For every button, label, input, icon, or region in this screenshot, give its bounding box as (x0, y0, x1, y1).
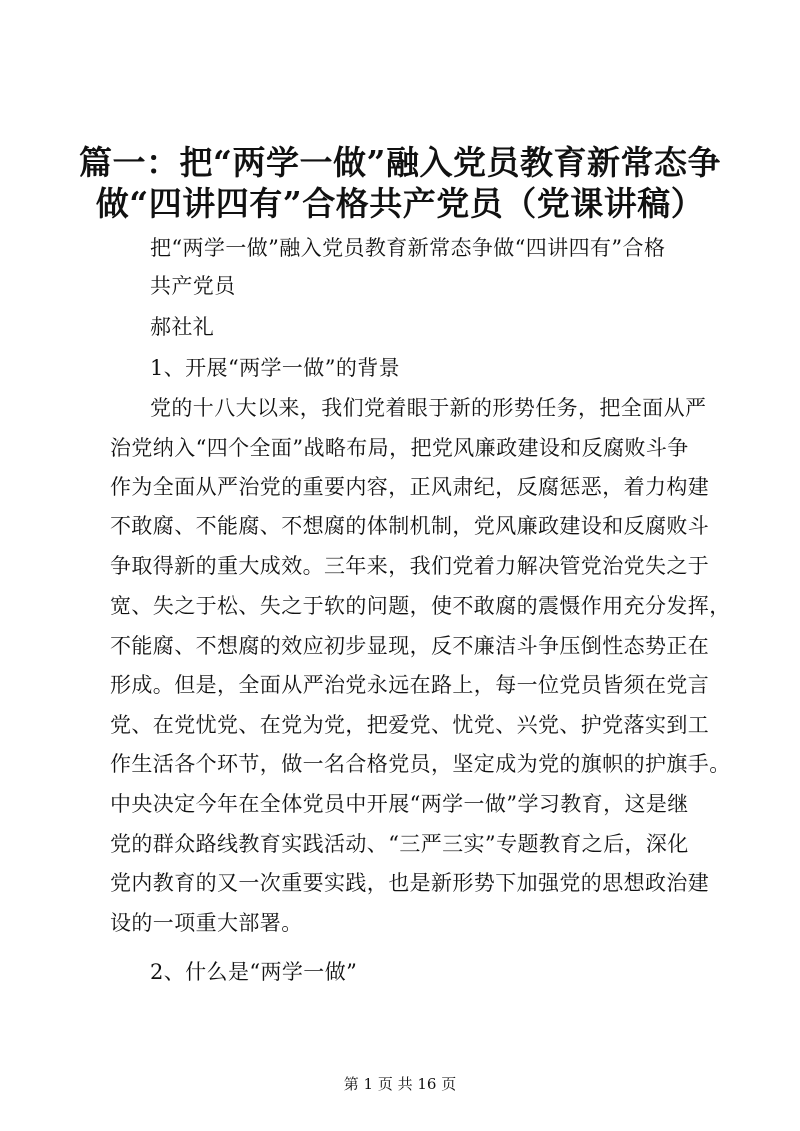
paragraph-line: 中央决定今年在全体党员中开展“两学一做”学习教育，这是继 (110, 792, 689, 816)
page-number-footer: 第 1 页 共 16 页 (343, 1075, 457, 1093)
document-title-line-2: 做“四讲四有”合格共产党员（党课讲稿） (95, 184, 705, 223)
author-name: 郝社礼 (150, 315, 215, 339)
paragraph-line: 党内教育的又一次重要实践，也是新形势下加强党的思想政治建 (110, 871, 710, 895)
section-heading-1: 1、开展“两学一做”的背景 (150, 356, 401, 380)
paragraph-line: 宽、失之于松、失之于软的问题，使不敢腐的震慑作用充分发挥， (110, 594, 731, 618)
paragraph-line: 治党纳入“四个全面”战略布局，把党风廉政建设和反腐败斗争 (110, 436, 689, 460)
document-title-line-1: 篇一：把“两学一做”融入党员教育新常态争 (79, 143, 721, 182)
paragraph-line: 党的群众路线教育实践活动、“三严三实”专题教育之后，深化 (110, 832, 689, 856)
paragraph-line: 作生活各个环节，做一名合格党员，坚定成为党的旗帜的护旗手。 (110, 752, 731, 776)
paragraph-line: 不敢腐、不能腐、不想腐的体制机制，党风廉政建设和反腐败斗 (110, 514, 710, 538)
paragraph-line: 设的一项重大部署。 (110, 911, 303, 935)
paragraph-line: 党、在党忧党、在党为党，把爱党、忧党、兴党、护党落实到工 (110, 713, 710, 737)
paragraph-line: 争取得新的重大成效。三年来，我们党着力解决管党治党失之于 (110, 554, 710, 578)
section-heading-2: 2、什么是“两学一做” (150, 960, 358, 984)
paragraph-line: 党的十八大以来，我们党着眼于新的形势任务，把全面从严 (150, 396, 707, 420)
paragraph-line: 不能腐、不想腐的效应初步显现，反不廉洁斗争压倒性态势正在 (110, 634, 710, 658)
subtitle-line-2: 共产党员 (150, 274, 236, 298)
paragraph-line: 作为全面从严治党的重要内容，正风肃纪，反腐惩恶，着力构建 (110, 475, 710, 499)
paragraph-line: 形成。但是，全面从严治党永远在路上，每一位党员皆须在党言 (110, 673, 710, 697)
subtitle-line-1: 把“两学一做”融入党员教育新常态争做“四讲四有”合格 (150, 236, 666, 260)
